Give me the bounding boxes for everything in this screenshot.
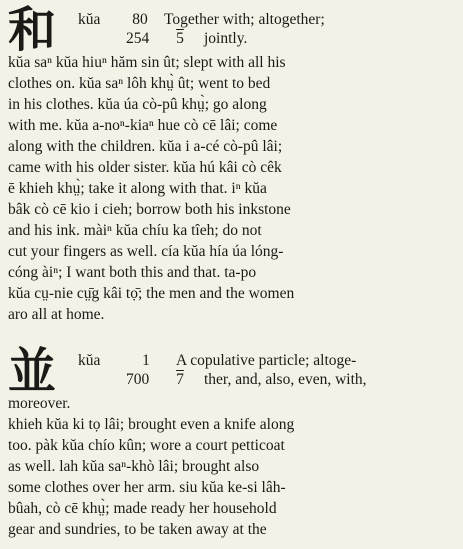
entry-number: 254 xyxy=(126,30,150,47)
entry-character: 並 xyxy=(8,343,57,399)
entry-head-line xyxy=(78,351,356,371)
entry-character: 和 xyxy=(8,2,57,58)
entry-definition: jointly. xyxy=(204,30,248,47)
entry-text-line: in his clothes. kŭa úa cò-pû khṳ̀; go along xyxy=(8,96,267,113)
entry-text-line: with me. kŭa a-noⁿ-kiaⁿ hue cò cē lâi; come xyxy=(8,117,278,134)
entry-text-line: cut your fingers as well. cía kŭa hía úa lóng- xyxy=(8,243,284,260)
entry-head-line xyxy=(78,370,367,390)
entry-text-line: came with his older sister. kŭa hú kâi cò cêk xyxy=(8,159,282,176)
entry-text-line: cóng àiⁿ; I want both this and that. ta-po xyxy=(8,264,257,281)
entry-fraction: 5 xyxy=(176,30,184,47)
entry-text-line: ē khieh khṳ̀; take it along with that. iⁿ kŭa xyxy=(8,180,267,197)
entry-definition: A copulative particle; altoge- xyxy=(176,352,357,369)
entry-text-line: kŭa saⁿ kŭa hiuⁿ hăm sin ût; slept with all his xyxy=(8,54,286,71)
entry-fraction: 7 xyxy=(176,371,184,388)
entry-text-line: and his ink. màiⁿ kŭa chíu ka tîeh; do not xyxy=(8,222,262,239)
entry-headword: kŭa xyxy=(78,11,101,28)
entry-text-line: along with the children. kŭa i a-cé cò-pû lâi; xyxy=(8,138,283,155)
entry-headword: kŭa xyxy=(78,352,101,369)
entry-text-line: as well. lah kŭa saⁿ-khò lâi; brought also xyxy=(8,458,260,475)
entry-definition: ther, and, also, even, with, xyxy=(204,371,367,388)
entry-text-line: too. pàk kŭa chío kûn; wore a court petticoat xyxy=(8,437,285,454)
entry-text-line: bâk cò cē kio i cieh; borrow both his inkstone xyxy=(8,201,291,218)
entry-definition: Together with; altogether; xyxy=(164,11,325,28)
entry-number: 1 xyxy=(142,352,150,369)
entry-number: 700 xyxy=(126,371,150,388)
entry-text-line: bûah, cò cē khṳ̀; made ready her household xyxy=(8,500,277,517)
entry-head-line xyxy=(78,29,247,49)
entry-text-line: khieh kŭa ki tọ lâi; brought even a knife along xyxy=(8,416,295,433)
entry-number: 80 xyxy=(132,11,148,28)
entry-head-line xyxy=(78,10,325,30)
entry-text-line: some clothes over her arm. siu kŭa ke-si lâh- xyxy=(8,479,286,496)
entry-text-line: aro all at home. xyxy=(8,306,105,323)
entry-text-line: kŭa cṳ-nie cṳ̄g kâi tọ̄; the men and the women xyxy=(8,285,295,302)
entry-text-line: clothes on. kŭa saⁿ lôh khṳ̀ ût; went to bed xyxy=(8,75,271,92)
entry-text-line: moreover. xyxy=(8,395,71,412)
entry-text-line: gear and sundries, to be taken away at the xyxy=(8,521,267,538)
